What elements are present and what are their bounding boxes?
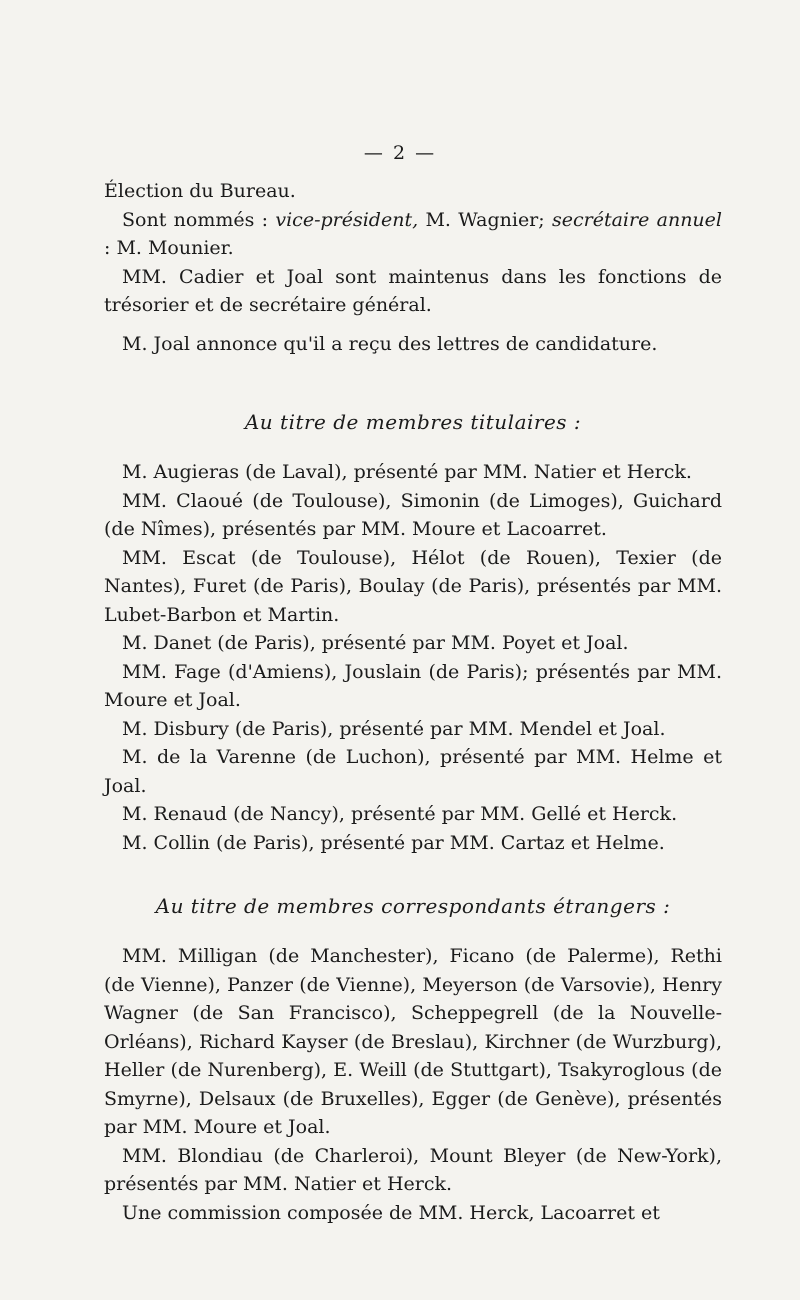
titulaires-section	[104, 410, 722, 857]
titulaire-entry: MM. Claoué (de Toulouse), Simonin (de Limoges), Guichard (de Nîmes), présentés par MM. Moure et Lacoarret.	[104, 489, 722, 540]
correspondant-entry: MM. Blondiau (de Charleroi), Mount Bleyer (de New-York), présentés par MM. Natier et Herck.	[104, 1144, 722, 1195]
titulaire-entry: MM. Escat (de Toulouse), Hélot (de Rouen), Texier (de Nantes), Furet (de Paris), Boulay (de Paris), présentés par MM. Lubet-Barbon et Martin.	[104, 546, 722, 626]
nominations-prefix: Sont nommés :	[122, 208, 276, 231]
titulaire-entry: M. Renaud (de Nancy), présenté par MM. Gellé et Herck.	[122, 803, 678, 825]
page-number: — 2 —	[363, 142, 437, 164]
bureau-election-section	[104, 177, 722, 358]
vice-president-label: vice-président,	[275, 208, 419, 231]
titulaire-entry: M. de la Varenne (de Luchon), présenté par MM. Helme et Joal.	[104, 746, 722, 797]
titulaires-list	[104, 458, 722, 857]
titulaire-entry: M. Disbury (de Paris), présenté par MM. Mendel et Joal.	[122, 717, 666, 740]
vice-president-name: M. Wagnier;	[418, 208, 552, 231]
secretary-label: secrétaire annuel	[551, 208, 722, 231]
maintained-officers-paragraph: MM. Cadier et Joal sont maintenus dans les fonctions de trésorier et de secrétaire général.	[104, 265, 722, 316]
correspondants-heading: Au titre de membres correspondants étrangers :	[155, 894, 671, 918]
correspondants-section	[104, 894, 722, 1227]
secretary-name: : M. Mounier.	[104, 237, 234, 259]
candidature-paragraph: M. Joal annonce qu'il a reçu des lettres de candidature.	[122, 332, 658, 355]
nominations-paragraph	[104, 206, 722, 263]
commission-paragraph: Une commission composée de MM. Herck, Lacoarret et	[122, 1201, 660, 1224]
titulaire-entry: M. Collin (de Paris), présenté par MM. Cartaz et Helme.	[122, 831, 665, 854]
election-heading: Élection du Bureau.	[104, 180, 296, 202]
correspondants-list	[104, 942, 722, 1227]
titulaire-entry: M. Augieras (de Laval), présenté par MM. Natier et Herck.	[122, 461, 692, 483]
correspondant-entry: MM. Milligan (de Manchester), Ficano (de Palerme), Rethi (de Vienne), Panzer (de Vienne), Meyerson (de Varsovie), Henry Wagner (de San Francisco), Scheppegrell (de la Nouvelle-Orléans), Richard Kayser (de Breslau), Kirchner (de Wurzburg), Heller (de Nurenberg), E. Weill (de Stuttgart), Tsakyroglous (de Smyrne), Delsaux (de Bruxelles), Egger (de Genève), présentés par MM. Moure et Joal.	[104, 945, 722, 1138]
titulaire-entry: M. Danet (de Paris), présenté par MM. Poyet et Joal.	[122, 632, 629, 654]
titulaires-heading: Au titre de membres titulaires :	[244, 410, 582, 434]
titulaire-entry: MM. Fage (d'Amiens), Jouslain (de Paris); présentés par MM. Moure et Joal.	[104, 660, 722, 711]
